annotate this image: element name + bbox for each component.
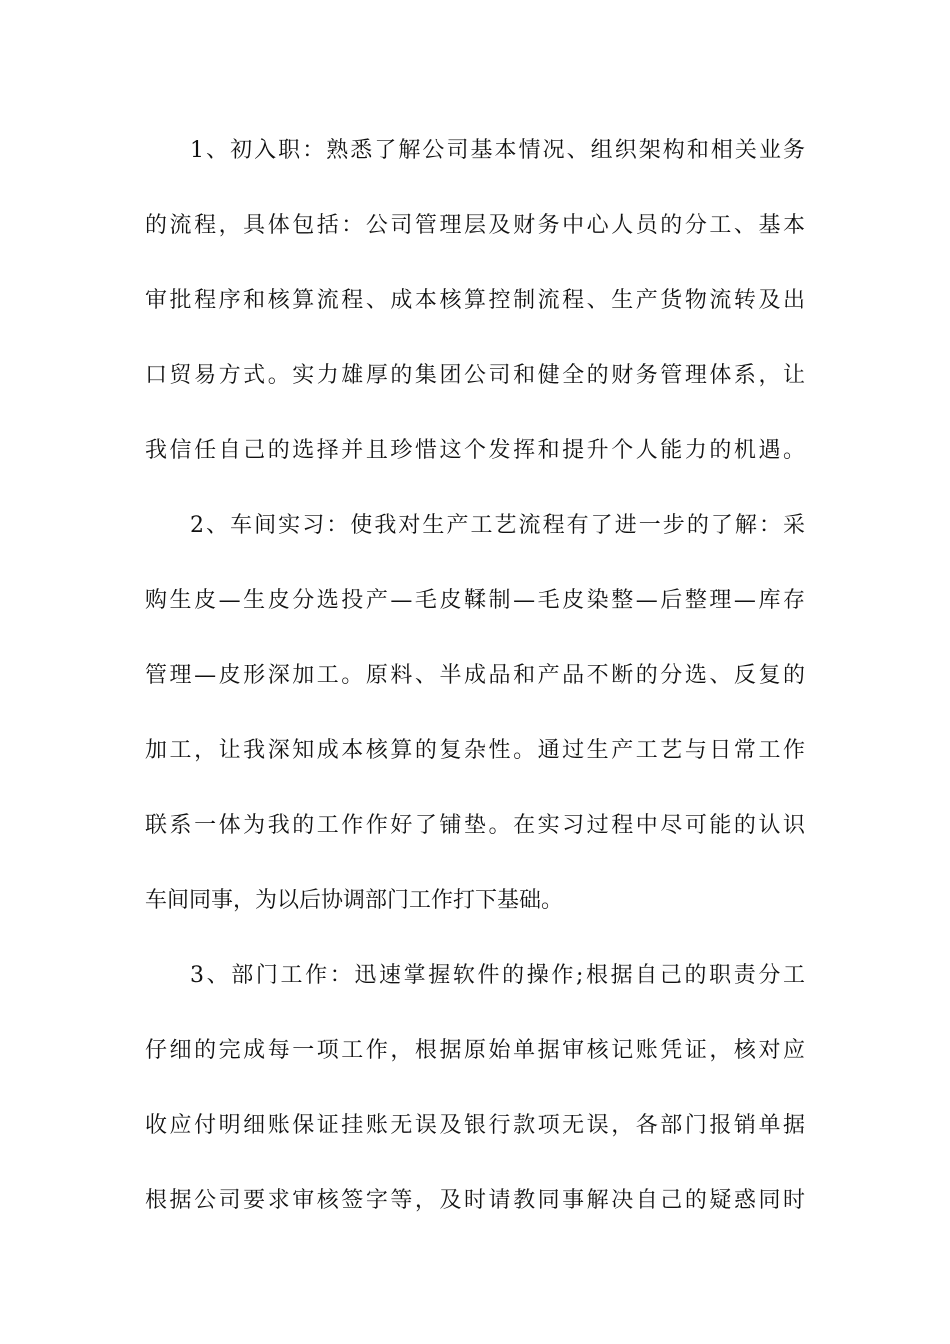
- paragraph-1-line-2: 的流程，具体包括：公司管理层及财务中心人员的分工、基本: [145, 213, 805, 238]
- paragraph-2-line-1: 2、车间实习：使我对生产工艺流程有了进一步的了解：采: [190, 513, 805, 538]
- paragraph-2-line-6: 车间同事，为以后协调部门工作打下基础。: [145, 888, 564, 913]
- paragraph-2-line-2: 购生皮—生皮分选投产—毛皮鞣制—毛皮染整—后整理—库存: [145, 588, 805, 613]
- paragraph-2-line-5: 联系一体为我的工作作好了铺垫。在实习过程中尽可能的认识: [145, 813, 805, 838]
- paragraph-3-line-2: 仔细的完成每一项工作，根据原始单据审核记账凭证，核对应: [145, 1038, 805, 1063]
- paragraph-3-line-3: 收应付明细账保证挂账无误及银行款项无误，各部门报销单据: [145, 1113, 805, 1138]
- paragraph-1-line-5: 我信任自己的选择并且珍惜这个发挥和提升个人能力的机遇。: [145, 438, 805, 463]
- paragraph-1-line-3: 审批程序和核算流程、成本核算控制流程、生产货物流转及出: [145, 288, 805, 313]
- paragraph-3-line-1: 3、部门工作：迅速掌握软件的操作;根据自己的职责分工: [190, 963, 805, 988]
- paragraph-3-line-4: 根据公司要求审核签字等，及时请教同事解决自己的疑惑同时: [145, 1188, 805, 1213]
- paragraph-1-line-4: 口贸易方式。实力雄厚的集团公司和健全的财务管理体系，让: [145, 363, 805, 388]
- paragraph-1-line-1: 1、初入职：熟悉了解公司基本情况、组织架构和相关业务: [190, 138, 805, 163]
- paragraph-2-line-4: 加工，让我深知成本核算的复杂性。通过生产工艺与日常工作: [145, 738, 805, 763]
- paragraph-2-line-3: 管理—皮形深加工。原料、半成品和产品不断的分选、反复的: [145, 663, 805, 688]
